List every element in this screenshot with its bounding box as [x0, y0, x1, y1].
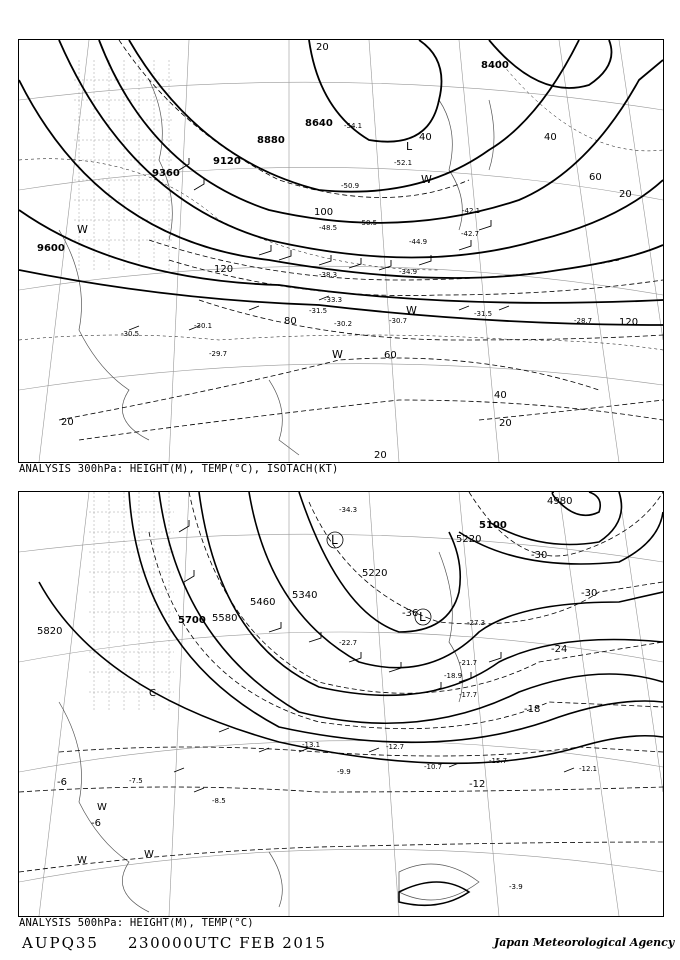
temp-label: -29.7 [209, 350, 228, 358]
low-pressure-symbol: L [331, 533, 338, 547]
station-label: -17.7 [459, 691, 478, 699]
temp-label: -50.9 [341, 182, 360, 190]
analysis-time: 230000UTC FEB 2015 [128, 934, 327, 952]
temp-contour-label: -6 [57, 777, 67, 788]
station-label: -13.1 [302, 741, 321, 749]
warm-symbol: W [406, 304, 417, 317]
station-label: -8.5 [212, 797, 226, 805]
temp-contours [19, 60, 663, 350]
temp-contour-label: -30 [581, 588, 598, 599]
temp-label: -42.7 [461, 230, 480, 238]
station-label: -7.5 [129, 777, 143, 785]
height-label: 5220 [456, 534, 482, 545]
isotach-labels [61, 42, 638, 461]
height-label: 5220 [362, 568, 388, 579]
height-label: 8880 [257, 135, 285, 146]
temp-contour-label: -36 [402, 608, 419, 619]
height-labels [37, 60, 509, 254]
cold-symbol: C [149, 688, 156, 699]
warm-symbol: W [332, 348, 343, 361]
station-label: -12.1 [579, 765, 598, 773]
station-label: -9.9 [337, 768, 351, 776]
temp-labels [121, 122, 592, 358]
chart-300hpa [18, 39, 664, 463]
station-label: -18.9 [444, 672, 463, 680]
graticule [19, 40, 663, 462]
temp-label: -42.1 [462, 207, 481, 215]
chart-500hpa-caption: ANALYSIS 500hPa: HEIGHT(M), TEMP(°C) [19, 917, 254, 929]
warm-symbol: W [144, 849, 154, 860]
temp-contour-label: -6 [91, 818, 101, 829]
temp-contour-label: -24 [551, 644, 568, 655]
height-label: 9120 [213, 156, 241, 167]
isotach-label: 20 [619, 189, 632, 200]
temp-contour-label: -30 [531, 550, 548, 561]
isotach-label: 120 [214, 264, 234, 275]
chart-code: AUPQ35 [22, 934, 99, 952]
chart-500hpa-map [19, 492, 663, 916]
temp-label: -54.1 [344, 122, 363, 130]
temp-contour-label: -12 [469, 779, 486, 790]
station-label: -3.9 [509, 883, 523, 891]
low-pressure-symbol: L [419, 610, 426, 624]
height-label: 5700 [178, 615, 206, 626]
height-label: 8640 [305, 118, 333, 129]
station-label: -27.3 [467, 619, 486, 627]
temp-contour-label: -18 [524, 704, 541, 715]
temp-label: -34.9 [399, 268, 418, 276]
temp-label: -38.3 [319, 271, 338, 279]
temp-label: -30.1 [194, 322, 213, 330]
temp-label: -30.5 [121, 330, 140, 338]
isotach-label: 20 [316, 42, 329, 53]
temp-label: -31.5 [474, 310, 493, 318]
warm-symbol: W [77, 223, 88, 236]
isotach-label: 60 [384, 350, 397, 361]
temp-label: -52.1 [394, 159, 413, 167]
height-contours [39, 492, 663, 905]
isotach-label: 100 [314, 207, 334, 218]
height-label: 5820 [37, 626, 63, 637]
height-label: 9600 [37, 243, 65, 254]
low-pressure-symbol: L [406, 140, 413, 153]
chart-300hpa-map [19, 40, 663, 462]
isotach-label: 20 [499, 418, 512, 429]
temp-label: -48.5 [319, 224, 338, 232]
height-label: 4980 [547, 496, 573, 507]
height-label: 9360 [152, 168, 180, 179]
temp-label: -44.9 [409, 238, 428, 246]
height-label: 8400 [481, 60, 509, 71]
isotach-label: 80 [284, 316, 297, 327]
temp-label: -30.7 [389, 317, 408, 325]
isotach-label: 60 [589, 172, 602, 183]
height-label: 5340 [292, 590, 318, 601]
graticule [19, 492, 663, 916]
height-label: 5580 [212, 613, 238, 624]
station-label: -34.3 [339, 506, 358, 514]
station-label: -15.7 [489, 757, 508, 765]
isotach-label: 20 [61, 417, 74, 428]
station-labels [129, 506, 597, 891]
isotach-label: 40 [494, 390, 507, 401]
chart-300hpa-caption: ANALYSIS 300hPa: HEIGHT(M), TEMP(°C), ISOTACH(KT) [19, 463, 339, 475]
height-labels [37, 496, 572, 637]
isotach-label: 40 [544, 132, 557, 143]
isotach-contours [59, 40, 663, 440]
station-label: -10.7 [424, 763, 443, 771]
isotach-label: 120 [619, 317, 639, 328]
pressure-symbols [77, 533, 426, 866]
isotach-label: 20 [374, 450, 387, 461]
warm-symbol: W [421, 173, 432, 186]
warm-symbol: W [77, 855, 87, 866]
temp-label: -33.3 [324, 296, 343, 304]
temp-label: -30.2 [334, 320, 353, 328]
temp-label: -50.5 [359, 219, 378, 227]
station-label: -21.7 [459, 659, 478, 667]
height-label: 5460 [250, 597, 276, 608]
isotach-label: 40 [419, 132, 432, 143]
agency-name: Japan Meteorological Agency [494, 936, 675, 949]
temp-label: -28.7 [574, 317, 593, 325]
height-label: 5100 [479, 520, 507, 531]
chart-500hpa [18, 491, 664, 917]
temp-label: -31.5 [309, 307, 328, 315]
station-label: -12.7 [386, 743, 405, 751]
warm-symbol: W [97, 802, 107, 813]
station-label: -22.7 [339, 639, 358, 647]
